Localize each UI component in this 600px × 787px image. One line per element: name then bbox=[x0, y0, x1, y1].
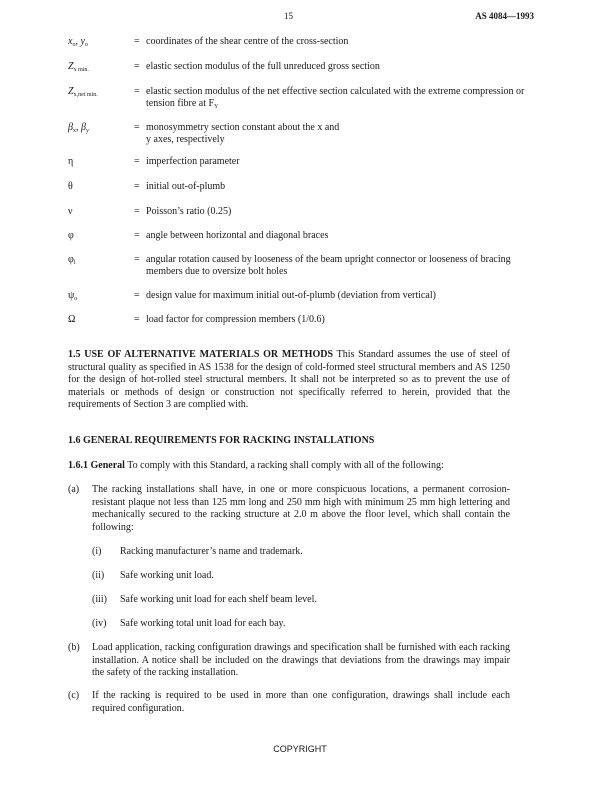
symbol-definition: elastic section modulus of the net effective section calculated with the extreme compression or tension fibre at $F_Y$ bbox=[146, 86, 525, 110]
symbol-definition: monosymmetry section constant about the x and y axes, respectively bbox=[146, 122, 340, 145]
symbol-definition: initial out-of-plumb bbox=[146, 181, 226, 192]
symbol-beta-x-beta-y: $\beta_x$, $\beta_y$ bbox=[68, 122, 89, 134]
equals-sign: = bbox=[134, 230, 140, 241]
sub-item-label: (iv) bbox=[92, 618, 107, 629]
equals-sign: = bbox=[134, 290, 140, 301]
list-item-text: The racking installations shall have, in one or more conspicuous locations, a permanent corrosion-resistant plaque not less than 125 mm long and 250 mm high with minimum 25 mm high lettering and mechanically secured to the racking structure at 2.0 m above the floor level, which shall contain the following: bbox=[92, 484, 510, 533]
symbol-omega: Ω bbox=[68, 314, 76, 325]
sub-item-text: Safe working unit load. bbox=[120, 570, 214, 581]
sub-item-text: Racking manufacturer’s name and trademark. bbox=[120, 546, 303, 557]
symbol-phi: φ bbox=[68, 230, 74, 241]
clause-1-6-1-heading: 1.6.1 General bbox=[68, 460, 125, 471]
sub-item-label: (iii) bbox=[92, 594, 107, 605]
equals-sign: = bbox=[134, 206, 140, 217]
list-item-label: (a) bbox=[68, 484, 80, 495]
symbol-definition: design value for maximum initial out-of-plumb (deviation from vertical) bbox=[146, 290, 436, 301]
standard-number: AS 4084—1993 bbox=[475, 11, 534, 21]
equals-sign: = bbox=[134, 156, 140, 167]
equals-sign: = bbox=[134, 314, 140, 325]
symbol-definition: load factor for compression members (1/0.6) bbox=[146, 314, 325, 325]
symbol-definition: elastic section modulus of the full unreduced gross section bbox=[146, 61, 380, 72]
sub-item-text: Safe working total unit load for each bay. bbox=[120, 618, 286, 629]
section-1-5-paragraph: 1.5 USE OF ALTERNATIVE MATERIALS OR METHODS This Standard assumes the use of steel of structural quality as specified in AS 1538 for the design of cold-formed steel structural members and AS 1250 for the design of hot-rolled steel structural members. It shall not be interpreted so as to prevent the use of materials or methods of design or construction not specifically referred to herein, provided that the requirements of Section 3 are complied with. bbox=[68, 349, 510, 410]
page-number: 15 bbox=[284, 11, 293, 21]
list-item-label: (b) bbox=[68, 642, 80, 653]
symbol-definition: angular rotation caused by looseness of the beam upright connector or looseness of bracing members due to oversize bolt holes bbox=[146, 254, 511, 277]
list-item-label: (c) bbox=[68, 690, 80, 701]
equals-sign: = bbox=[134, 122, 140, 133]
copyright-footer: COPYRIGHT bbox=[273, 744, 327, 754]
symbol-definition: imperfection parameter bbox=[146, 156, 240, 167]
clause-1-6-1: 1.6.1 General To comply with this Standard, a racking shall comply with all of the following: bbox=[68, 460, 444, 471]
sub-item-label: (i) bbox=[92, 546, 102, 557]
symbol-zx-min: $Z_{x min.}$ bbox=[68, 61, 89, 73]
section-1-6-heading: 1.6 GENERAL REQUIREMENTS FOR RACKING INSTALLATIONS bbox=[68, 435, 375, 446]
symbol-definition: coordinates of the shear centre of the cross-section bbox=[146, 36, 349, 47]
equals-sign: = bbox=[134, 254, 140, 265]
symbol-eta: η bbox=[68, 156, 74, 167]
list-item-text: If the racking is required to be used in more than one configuration, drawings shall include each required configuration. bbox=[92, 690, 510, 714]
sub-item-text: Safe working unit load for each shelf beam level. bbox=[120, 594, 317, 605]
equals-sign: = bbox=[134, 181, 140, 192]
symbol-definition: angle between horizontal and diagonal braces bbox=[146, 230, 329, 241]
symbol-xo-yo: $x_o$, $y_o$ bbox=[68, 36, 88, 48]
sub-item-label: (ii) bbox=[92, 570, 105, 581]
symbol-psi-o: $\psi_o$ bbox=[68, 290, 78, 302]
section-1-5-heading: 1.5 USE OF ALTERNATIVE MATERIALS OR METHODS bbox=[68, 349, 334, 360]
symbol-definition: Poisson’s ratio (0.25) bbox=[146, 206, 232, 217]
symbol-theta: θ bbox=[68, 181, 73, 192]
symbol-phi-l: $\varphi_l$ bbox=[68, 254, 76, 266]
equals-sign: = bbox=[134, 86, 140, 97]
symbol-nu: ν bbox=[68, 206, 73, 217]
symbol-zx-net-min: $Z_{x,net min.}$ bbox=[68, 86, 98, 98]
equals-sign: = bbox=[134, 36, 140, 47]
equals-sign: = bbox=[134, 61, 140, 72]
list-item-text: Load application, racking configuration drawings and specification shall be furnished with each racking installation. A notice shall be included on the drawings that deviations from the drawings may impair the safety of the racking installation. bbox=[92, 642, 510, 678]
